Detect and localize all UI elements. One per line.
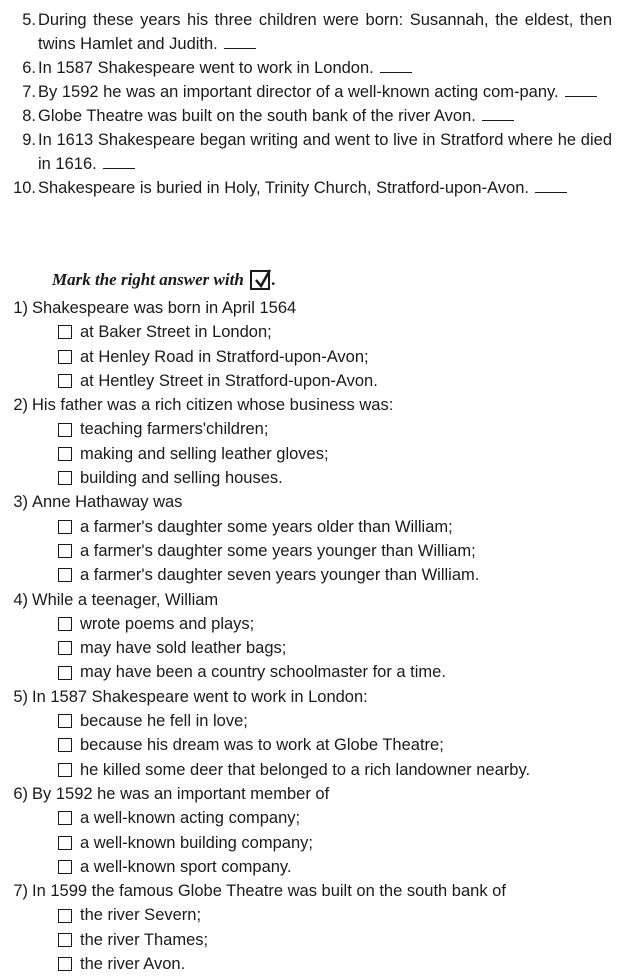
option-label: a well-known acting company; xyxy=(80,809,301,828)
option-label: the river Severn; xyxy=(80,906,202,925)
option[interactable] xyxy=(0,539,620,563)
checkbox-checked-icon xyxy=(250,270,270,290)
option-label: wrote poems and plays; xyxy=(80,614,255,633)
checkbox[interactable] xyxy=(58,447,72,461)
statement-text: In 1587 Shakespeare went to work in London. xyxy=(38,59,374,77)
checkbox[interactable] xyxy=(58,714,72,728)
question-number: 2) xyxy=(13,396,28,415)
statement-text: Globe Theatre was built on the south bank of the river Avon. xyxy=(38,107,476,125)
multiple-choice-list xyxy=(0,296,620,976)
option[interactable] xyxy=(0,660,620,684)
statement-8 xyxy=(0,104,612,128)
option[interactable] xyxy=(0,442,620,466)
option[interactable] xyxy=(0,466,620,490)
checkbox[interactable] xyxy=(58,909,72,923)
checkbox[interactable] xyxy=(58,568,72,582)
checkbox[interactable] xyxy=(58,666,72,680)
option-label: may have sold leather bags; xyxy=(80,639,287,658)
option-label: making and selling leather gloves; xyxy=(80,444,329,463)
statement-number: 6. xyxy=(22,59,36,77)
checkbox[interactable] xyxy=(58,471,72,485)
statement-text: By 1592 he was an important director of a well-known acting com-pany. xyxy=(38,83,559,101)
question-6 xyxy=(0,782,620,879)
option[interactable] xyxy=(0,733,620,757)
answer-blank[interactable] xyxy=(224,34,256,49)
question-3 xyxy=(0,490,620,587)
option[interactable] xyxy=(0,855,620,879)
option[interactable] xyxy=(0,806,620,830)
instruction-text: Mark the right answer with xyxy=(52,270,244,289)
checkbox[interactable] xyxy=(58,520,72,534)
option[interactable] xyxy=(0,612,620,636)
question-7 xyxy=(0,879,620,976)
option-label: a farmer's daughter seven years younger than William. xyxy=(80,566,480,585)
question-text: His father was a rich citizen whose business was: xyxy=(32,396,394,415)
statement-number: 7. xyxy=(22,83,36,101)
option-label: building and selling houses. xyxy=(80,469,283,488)
option-label: the river Thames; xyxy=(80,930,209,949)
option-label: at Baker Street in London; xyxy=(80,323,272,342)
statement-number: 10. xyxy=(13,179,36,197)
answer-blank[interactable] xyxy=(535,178,567,193)
option[interactable] xyxy=(0,636,620,660)
option-label: a well-known building company; xyxy=(80,833,313,852)
statement-7 xyxy=(0,80,612,104)
checkbox[interactable] xyxy=(58,933,72,947)
statement-text: In 1613 Shakespeare began writing and went to live in Stratford where he died in 1616. xyxy=(38,131,612,173)
statement-number: 8. xyxy=(22,107,36,125)
question-text: While a teenager, William xyxy=(32,590,219,609)
answer-blank[interactable] xyxy=(482,106,514,121)
checkbox[interactable] xyxy=(58,811,72,825)
question-4 xyxy=(0,588,620,685)
section-instruction: Mark the right answer with . xyxy=(52,270,277,289)
option-label: teaching farmers'children; xyxy=(80,420,269,439)
checkbox[interactable] xyxy=(58,423,72,437)
option-label: at Henley Road in Stratford-upon-Avon; xyxy=(80,347,369,366)
option-label: may have been a country schoolmaster for a time. xyxy=(80,663,446,682)
question-number: 4) xyxy=(13,590,28,609)
answer-blank[interactable] xyxy=(565,82,597,97)
statement-10 xyxy=(0,176,612,200)
answer-blank[interactable] xyxy=(380,58,412,73)
option-label: a farmer's daughter some years older than William; xyxy=(80,517,453,536)
question-number: 6) xyxy=(13,784,28,803)
option-label: a well-known sport company. xyxy=(80,857,292,876)
question-text: Anne Hathaway was xyxy=(32,493,183,512)
option[interactable] xyxy=(0,709,620,733)
checkbox[interactable] xyxy=(58,860,72,874)
option[interactable] xyxy=(0,952,620,976)
checkbox[interactable] xyxy=(58,374,72,388)
question-1 xyxy=(0,296,620,393)
option[interactable] xyxy=(0,903,620,927)
answer-blank[interactable] xyxy=(103,154,135,169)
option[interactable] xyxy=(0,758,620,782)
option[interactable] xyxy=(0,417,620,441)
checkbox[interactable] xyxy=(58,641,72,655)
option-label: a farmer's daughter some years younger than William; xyxy=(80,541,476,560)
statement-9 xyxy=(0,128,612,176)
checkbox[interactable] xyxy=(58,957,72,971)
option[interactable] xyxy=(0,515,620,539)
checkbox[interactable] xyxy=(58,544,72,558)
checkbox[interactable] xyxy=(58,617,72,631)
statement-6 xyxy=(0,56,612,80)
option-label: because his dream was to work at Globe Theatre; xyxy=(80,736,444,755)
statement-number: 9. xyxy=(22,131,36,149)
option[interactable] xyxy=(0,928,620,952)
checkbox[interactable] xyxy=(58,350,72,364)
option-label: because he fell in love; xyxy=(80,712,248,731)
question-number: 1) xyxy=(13,299,28,317)
statement-text: Shakespeare is buried in Holy, Trinity Church, Stratford-upon-Avon. xyxy=(38,179,529,197)
question-text: By 1592 he was an important member of xyxy=(32,784,330,803)
option[interactable] xyxy=(0,345,620,369)
option-label: he killed some deer that belonged to a rich landowner nearby. xyxy=(80,760,531,779)
statement-number: 5. xyxy=(22,11,36,29)
statement-5 xyxy=(0,8,612,56)
option[interactable] xyxy=(0,320,620,344)
question-text: Shakespeare was born in April 1564 xyxy=(32,299,297,317)
true-false-list xyxy=(0,8,612,200)
question-number: 3) xyxy=(13,493,28,512)
question-number: 5) xyxy=(13,687,28,706)
checkbox[interactable] xyxy=(58,763,72,777)
question-text: In 1587 Shakespeare went to work in London: xyxy=(32,687,368,706)
question-5 xyxy=(0,685,620,782)
option[interactable] xyxy=(0,831,620,855)
statement-text: During these years his three children were born: Susannah, the eldest, then twins Hamlet and Judith. xyxy=(38,11,612,53)
option-label: the river Avon. xyxy=(80,955,186,974)
checkbox[interactable] xyxy=(58,836,72,850)
option[interactable] xyxy=(0,563,620,587)
option[interactable] xyxy=(0,369,620,393)
checkbox[interactable] xyxy=(58,325,72,339)
option-label: at Hentley Street in Stratford-upon-Avon. xyxy=(80,371,378,390)
question-text: In 1599 the famous Globe Theatre was built on the south bank of xyxy=(32,882,506,901)
question-2 xyxy=(0,393,620,490)
checkbox[interactable] xyxy=(58,738,72,752)
question-number: 7) xyxy=(13,882,28,901)
